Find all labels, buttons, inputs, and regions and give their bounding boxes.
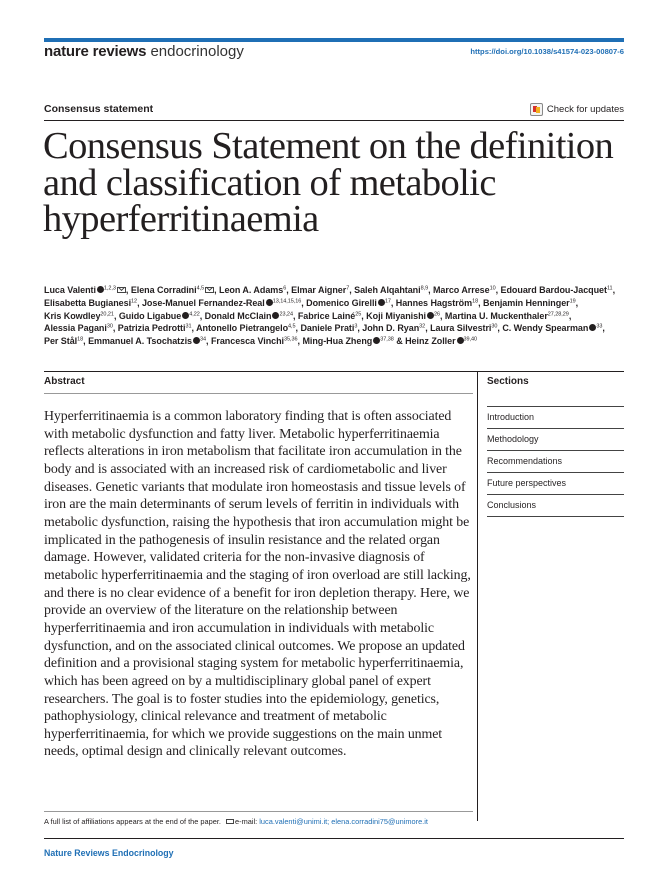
author-name: Alessia Pagani [44,323,107,334]
author[interactable] [119,311,200,321]
affiliation-numbers: 37,38 [380,336,394,343]
affiliation-numbers: 30 [106,323,113,330]
author[interactable] [131,285,214,295]
affiliation-numbers: 23,24 [279,311,293,318]
author-name: Per Stål [44,336,78,347]
author[interactable] [44,336,83,346]
affiliation-numbers: 18 [77,336,84,343]
email-icon[interactable] [117,287,126,293]
author-name: Francesca Vinchi [210,336,285,347]
affiliation-note: A full list of affiliations appears at the end of the paper. [44,817,221,826]
affiliation-numbers: 31 [185,323,192,330]
author-list: Luca Valenti $^{1,2,3}$ , Elena Corradini$^{4,5}$ , Leon A. Adams$^6$, Elmar Aigner$^7$, Saleh Alqahtani$^{8,9}$, Marco Arrese$^{10}$, Edouard Bardou-Jacquet$^{11}$, Elisabetta Bugianesi$^{12}$, Jose-Manuel Fernandez-Real $^{13,14,15,16}$, Domenico Girelli $^{17}$, Hannes Hagström$^{18}$, Benjamin Henninger$^{19}$, Kris Kowdley$^{20,21}$, Guido Ligabue $^{4,22}$, Donald McClain $^{23,24}$, Fabrice Lainé$^{25}$, Koji Miyanishi $^{26}$, Martina U. Muckenthaler$^{27,28,29}$, Alessia Pagani$^{30}$, Patrizia Pedrotti$^{31}$, Antonello Pietrangelo$^{4,5}$, Daniele Prati$^3$, John D. Ryan$^{32}$, Laura Silvestri$^{30}$, C. Wendy Spearman $^{33}$, Per Stål$^{18}$, Emmanuel A. Tsochatzis $^{34}$, Francesca Vinchi$^{35,36}$, Ming-Hua Zheng $^{37,38}$ & Heinz Zoller $^{39,40}$ [44,285,616,347]
footer-divider [44,838,624,839]
footer-journal-name: Nature Reviews Endocrinology [44,848,174,858]
affiliation-numbers: 18 [472,298,479,305]
affiliation-numbers: 12 [131,298,138,305]
author-name: Donald McClain [204,310,272,321]
affiliation-numbers: 7 [346,285,350,292]
affiliation-numbers: 33 [596,323,603,330]
author-name: Saleh Alqahtani [354,285,421,295]
author-name: Daniele Prati [300,323,355,334]
author-name: John D. Ryan [362,323,420,334]
affiliation-numbers: 3 [354,323,358,330]
section-link-conclusions[interactable]: Conclusions [487,494,624,517]
check-for-updates-label: Check for updates [546,104,624,115]
author-name: Martina U. Muckenthaler [444,310,548,321]
author[interactable] [219,285,286,295]
author-name: Ming-Hua Zheng [302,336,373,347]
email-separator: ; [327,817,330,826]
author-name: Elisabetta Bugianesi [44,297,132,308]
author[interactable] [88,336,206,346]
author-name: Elmar Aigner [291,285,347,295]
email-link-corradini[interactable]: elena.corradini75@unimore.it [331,817,428,826]
email-label: e-mail: [235,817,258,826]
orcid-icon[interactable] [266,299,273,306]
column-divider [477,371,478,821]
journal-name-light: endocrinology [150,43,244,60]
author[interactable] [298,311,361,321]
author-name: Guido Ligabue [118,310,182,321]
section-link-methodology[interactable]: Methodology [487,428,624,450]
author-name: Marco Arrese [432,285,490,295]
author[interactable] [502,323,602,333]
abstract-rule [44,393,473,394]
author[interactable] [211,336,298,346]
author[interactable] [366,311,440,321]
email-link-valenti[interactable]: luca.valenti@unimi.it [259,817,328,826]
email-icon[interactable] [205,287,214,293]
footnote-rule [44,811,473,812]
author[interactable] [396,298,478,308]
affiliation-numbers: 26 [433,311,441,318]
article-type: Consensus statement [44,103,154,115]
affiliation-numbers: 4,22 [189,311,200,318]
affiliation-numbers: 17 [384,298,391,305]
author-name: Luca Valenti [44,285,96,295]
check-for-updates-button[interactable] [530,103,624,116]
email-icon [226,819,234,824]
orcid-icon[interactable] [427,312,434,319]
author[interactable] [362,323,425,333]
crossmark-icon [530,103,543,116]
author-name: C. Wendy Spearman [502,323,589,334]
orcid-icon[interactable] [97,286,104,293]
author-name: Patrizia Pedrotti [117,323,186,334]
affiliation-numbers: 19 [569,298,576,305]
author[interactable] [205,311,293,321]
author-name: Benjamin Henninger [483,297,570,308]
affiliation-numbers: 11 [606,285,613,292]
author-name: Kris Kowdley [44,310,101,321]
author-name: Laura Silvestri [430,323,492,334]
sections-nav [487,406,624,517]
orcid-icon[interactable] [378,299,385,306]
sections-heading: Sections [487,376,529,387]
author-name: Emmanuel A. Tsochatzis [88,336,192,347]
author[interactable] [118,323,192,333]
author[interactable] [433,285,496,295]
author-name: Jose-Manuel Fernandez-Real [141,297,265,308]
author-name: Fabrice Lainé [297,310,356,321]
affiliation-numbers: 34 [200,336,207,343]
author[interactable] [300,323,357,333]
author[interactable] [291,285,349,295]
author[interactable] [445,311,569,321]
affiliation-numbers: 8,9 [420,285,429,292]
affiliation-numbers: 25 [355,311,362,318]
affiliation-numbers: 27,28,29 [547,311,569,318]
author-name: Koji Miyanishi [366,310,426,321]
abstract-text: Hyperferritinaemia is a common laboratory finding that is often associated with metabolic dysfunction and fatty liver. Metabolic hyperferritinaemia reflects alterations in iron metabolism that facilitate iron accumulation in the body and is associated with an increased risk of cardiometabolic and liver diseases. Genetic variants that modulate iron homeostasis and tissue levels of iron are the main determinants of serum levels of ferritin in individuals with metabolic dysfunction, raising the hypothesis that iron accumulation might be implicated in the pathogenesis of insulin resistance and the related organ damage. However, validated criteria for the non-invasive diagnosis of metabolic hyperferritinaemia and the staging of iron overload are still lacking, and there is no clear evidence of a benefit for iron depletion therapy. Here, we provide an overview of the literature on the relationship between hyperferritinaemia and iron accumulation in individuals with metabolic dysfunction, and on the associated clinical outcomes. We propose an updated definition and a provisional staging system for metabolic hyperferritinaemia, which has been agreed on by a multidisciplinary global panel of expert researchers. The goal is to foster studies into the epidemiology, genetics, pathophysiology, clinical relevance and treatment of metabolic hyperferritinaemia, for which we provide suggestions on the main unmet needs, optimal design and clinically relevant outcomes. [44,409,471,760]
author-name: Hannes Hagström [395,297,473,308]
orcid-icon[interactable] [457,337,464,344]
affiliation-numbers: 1,2,3 [103,285,116,292]
author-name: Elena Corradini [130,285,197,295]
author[interactable] [44,298,137,308]
affiliation-numbers: 6 [283,285,287,292]
section-link-recommendations[interactable]: Recommendations [487,450,624,472]
article-title: Consensus Statement on the definition and classification of metabolic hyperferritinaemia [43,125,614,240]
author[interactable] [44,285,126,295]
abstract-heading: Abstract [44,376,85,387]
affiliation-footnote [44,817,428,826]
affiliation-numbers: 4,5 [288,323,296,330]
author-name: Antonello Pietrangelo [196,323,289,334]
affiliation-numbers: 13,14,15,16 [272,298,302,305]
header-divider [44,120,624,121]
affiliation-numbers: 39,40 [463,336,478,343]
author[interactable] [306,298,391,308]
doi-link[interactable]: https://doi.org/10.1038/s41574-023-00807-6 [470,47,624,56]
author-name: Edouard Bardou-Jacquet [500,285,607,295]
affiliation-numbers: 10 [489,285,496,292]
affiliation-numbers: 20,21 [100,311,114,318]
journal-name [44,43,244,61]
authors-divider [44,371,624,372]
journal-color-bar [44,38,624,42]
affiliation-numbers: 4,5 [196,285,205,292]
author-name: Heinz Zoller [405,336,456,347]
author[interactable] [142,298,301,308]
author[interactable] [44,323,113,333]
author[interactable] [354,285,428,295]
affiliation-numbers: 30 [491,323,498,330]
author[interactable] [483,298,576,308]
author[interactable] [44,311,114,321]
journal-name-bold: nature reviews [44,43,147,60]
affiliation-numbers: 32 [419,323,426,330]
author[interactable] [430,323,497,333]
section-link-introduction[interactable]: Introduction [487,406,624,428]
affiliation-numbers: 35,36 [284,336,298,343]
section-link-future-perspectives[interactable]: Future perspectives [487,472,624,494]
author-name: Domenico Girelli [306,297,377,308]
author[interactable] [302,336,393,346]
author[interactable] [501,285,613,295]
orcid-icon[interactable] [193,337,200,344]
author[interactable] [405,336,477,346]
author[interactable] [196,323,295,333]
author-name: Leon A. Adams [219,285,284,295]
